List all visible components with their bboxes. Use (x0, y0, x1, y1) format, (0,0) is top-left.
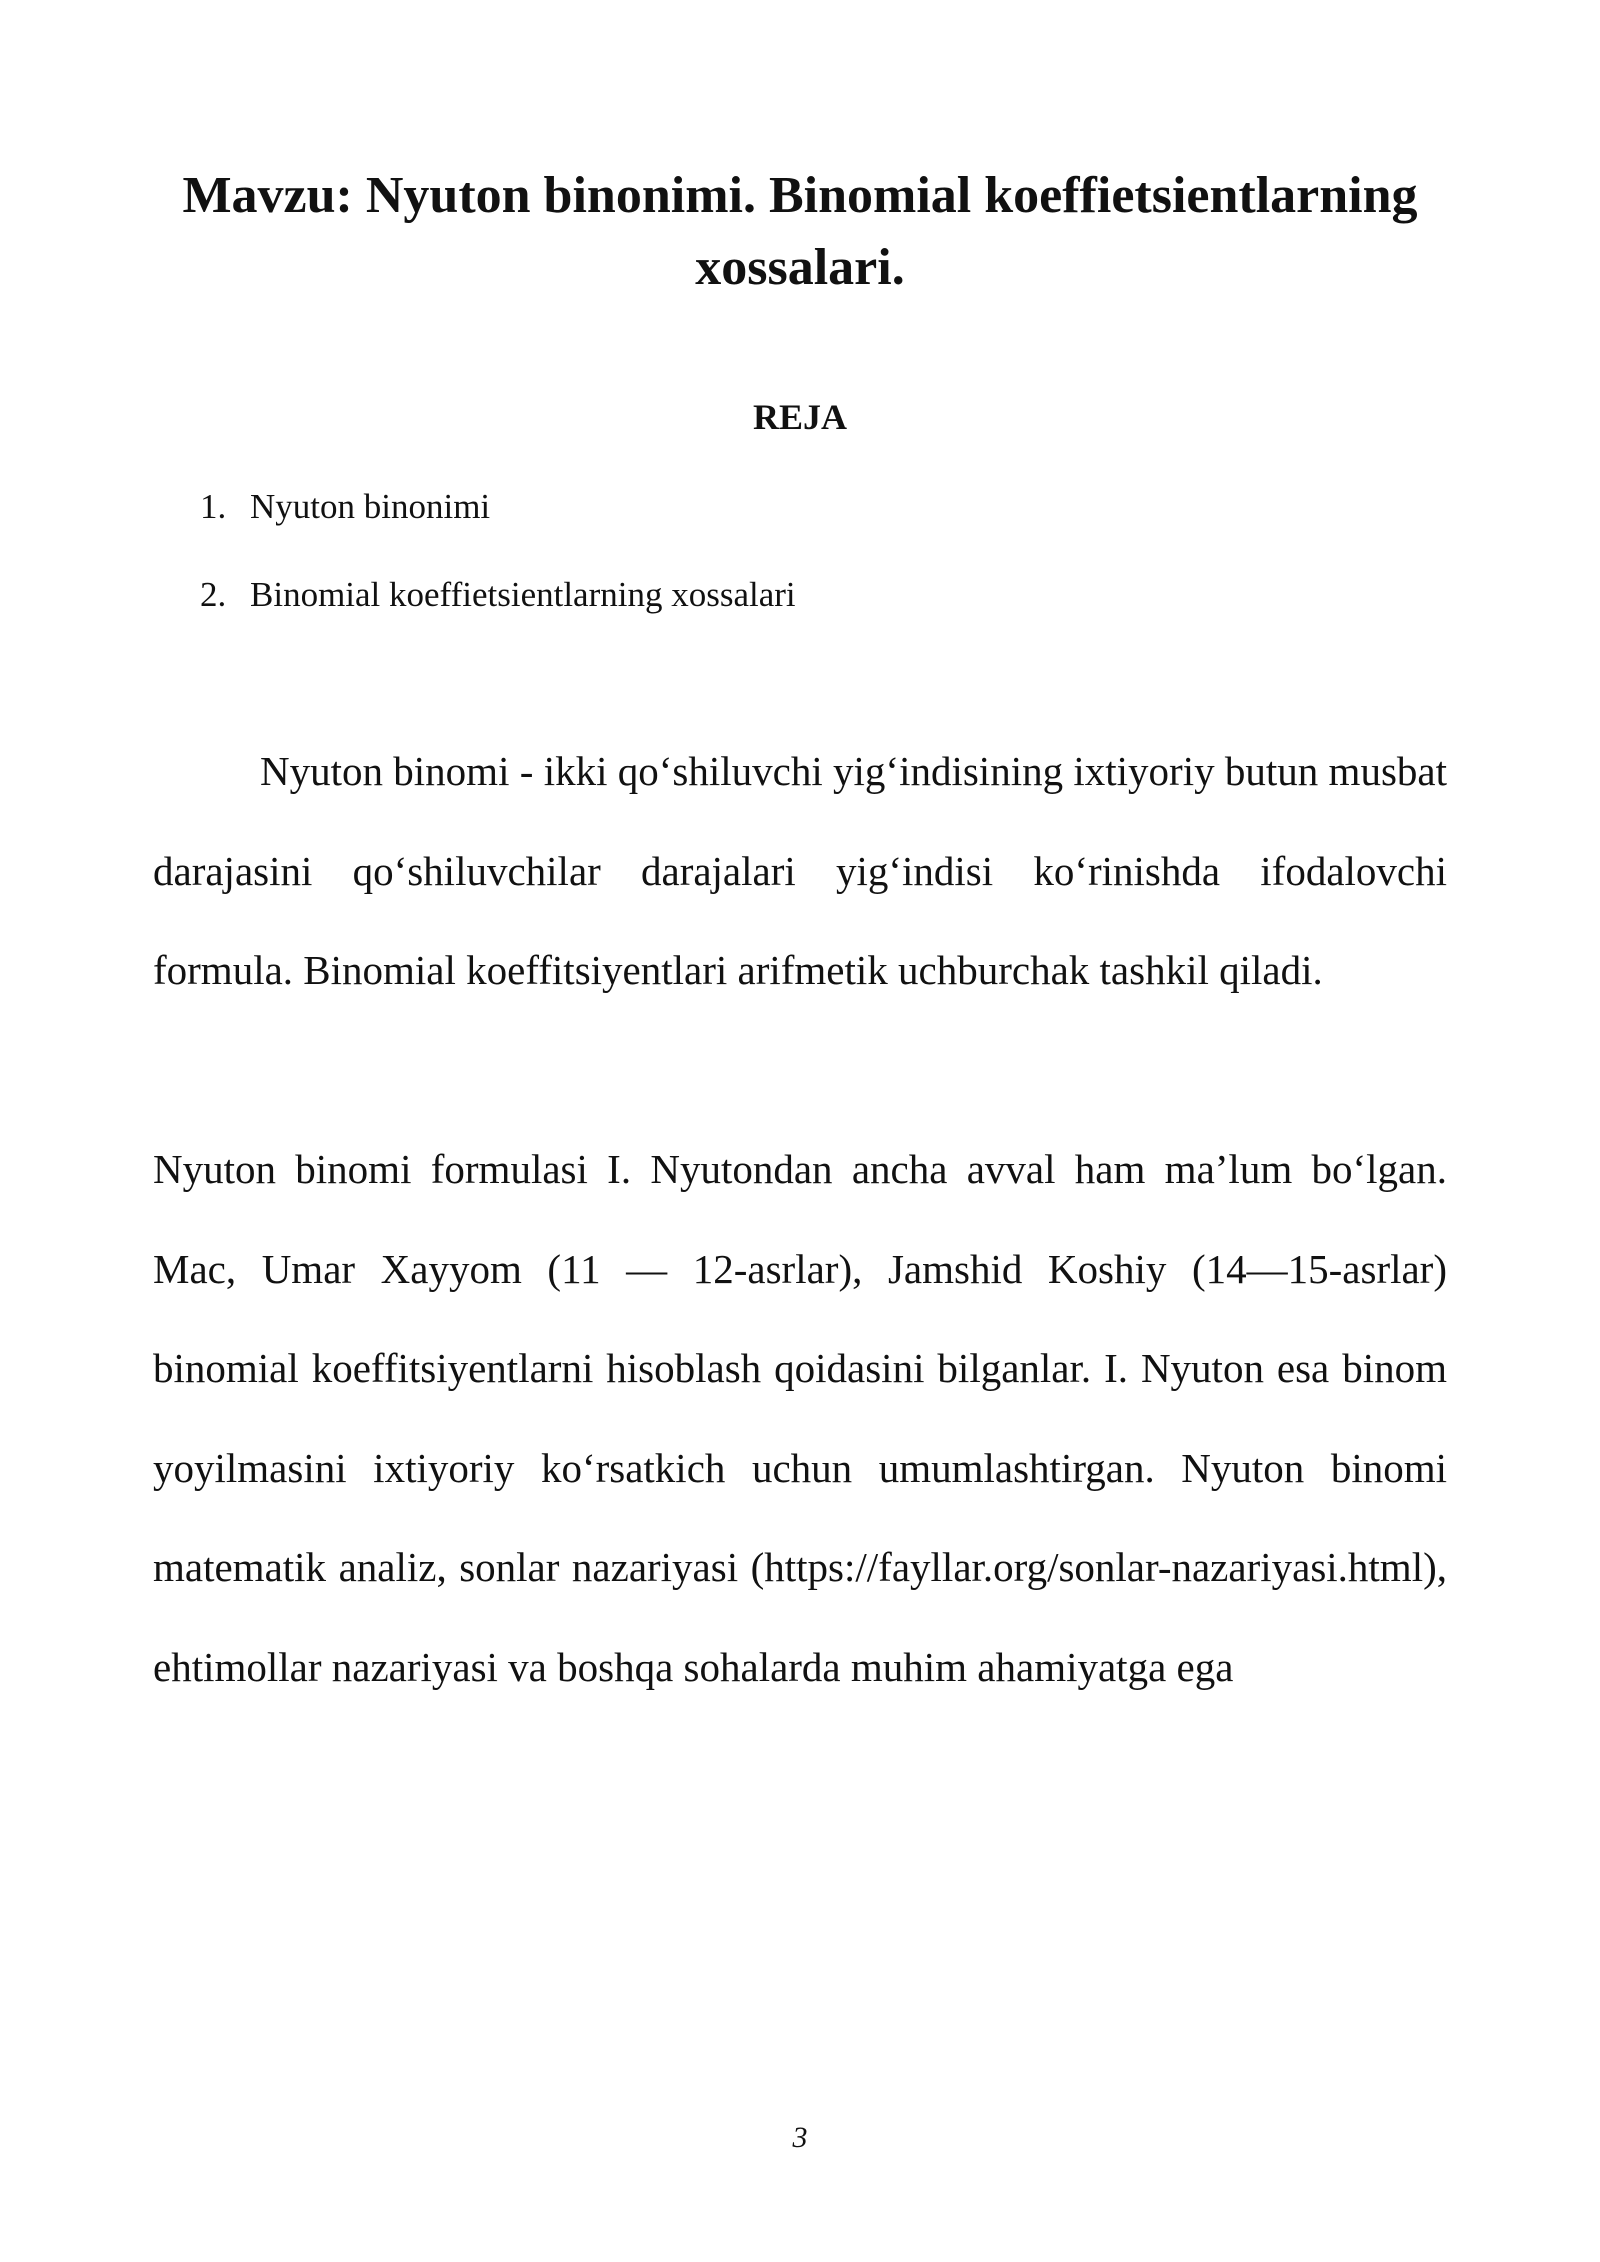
plan-item-text: Binomial koeffietsientlarning xossalari (250, 575, 796, 614)
page-number: 3 (792, 2121, 808, 2154)
body-paragraph: Nyuton binomi - ikki qo‘shiluvchi yig‘indisining ixtiyoriy butun musbat darajasini qo‘shiluvchilar darajalari yig‘indisi ko‘rinishda ifodalovchi formula. Binomial koeffitsiyentlari arifmetik uchburchak tashkil qiladi. (153, 748, 1447, 993)
plan-item (200, 485, 796, 573)
plan-item (200, 573, 796, 661)
plan-list (200, 485, 796, 661)
plan-heading: REJA (752, 397, 847, 437)
plan-item-number: 2. (200, 575, 227, 614)
plan-item-text: Nyuton binonimi (250, 487, 491, 526)
body-paragraph: Nyuton binomi formulasi I. Nyutondan ancha avval ham ma’lum bo‘lgan. Mac, Umar Xayyom (11 — 12-asrlar), Jamshid Koshiy (14—15-asrlar) binomial koeffitsiyentlarni hisoblash qoidasini bilganlar. I. Nyuton esa binom yoyilmasini ixtiyoriy ko‘rsatkich uchun umumlashtirgan. Nyuton binomi matematik analiz, sonlar nazariyasi (https://fayllar.org/sonlar-nazariyasi.html), ehtimollar nazariyasi va boshqa sohalarda muhim ahamiyatga ega (153, 1146, 1447, 1690)
document-title: Mavzu: Nyuton binonimi. Binomial koeffietsientlarning xossalari. (182, 167, 1418, 296)
plan-item-number: 1. (200, 487, 227, 526)
